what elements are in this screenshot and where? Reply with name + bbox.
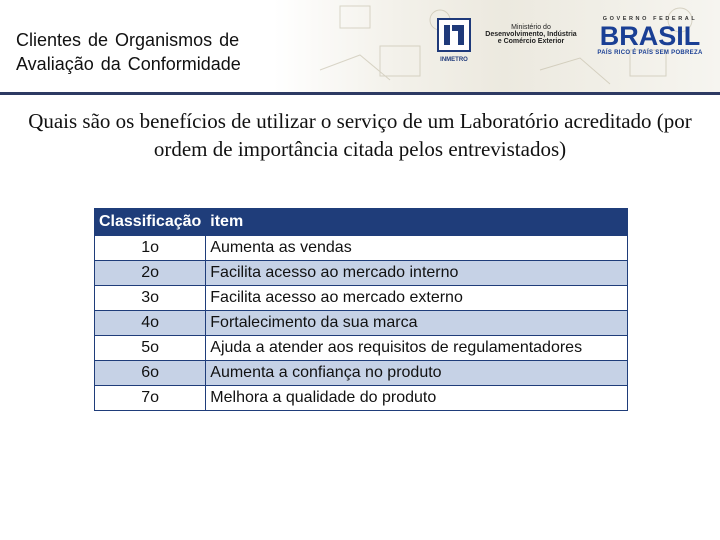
header-title-line2: Avaliação da Conformidade bbox=[16, 54, 241, 74]
rank-cell: 5o bbox=[95, 336, 206, 361]
table-row bbox=[95, 236, 628, 261]
table-row bbox=[95, 261, 628, 286]
rank-cell: 2o bbox=[95, 261, 206, 286]
header-title-line1: Clientes de Organismos de bbox=[16, 30, 240, 50]
rank-cell: 7o bbox=[95, 386, 206, 411]
ministry-line1: Ministério do bbox=[511, 24, 551, 31]
ministry-line3: e Comércio Exterior bbox=[497, 38, 565, 45]
rank-cell: 6o bbox=[95, 361, 206, 386]
table-header-row bbox=[95, 209, 628, 236]
inmetro-logo-icon bbox=[437, 18, 471, 58]
brasil-logo bbox=[592, 16, 708, 56]
column-header-item: item bbox=[206, 209, 628, 236]
brasil-word: BRASIL bbox=[599, 21, 701, 51]
table-row bbox=[95, 286, 628, 311]
table-row bbox=[95, 386, 628, 411]
item-cell: Facilita acesso ao mercado interno bbox=[206, 261, 628, 286]
rank-cell: 4o bbox=[95, 311, 206, 336]
item-cell: Fortalecimento da sua marca bbox=[206, 311, 628, 336]
column-header-rank: Classificação bbox=[95, 209, 206, 236]
question-text: Quais são os benefícios de utilizar o serviço de um Laboratório acreditado (por ordem de importância citada pelos entrevistados) bbox=[28, 109, 692, 161]
item-cell: Ajuda a atender aos requisitos de regulamentadores bbox=[206, 336, 628, 361]
table-row bbox=[95, 311, 628, 336]
brasil-top-text: GOVERNO FEDERAL bbox=[602, 16, 698, 22]
item-cell: Aumenta as vendas bbox=[206, 236, 628, 261]
inmetro-label: INMETRO bbox=[440, 57, 468, 63]
item-cell: Melhora a qualidade do produto bbox=[206, 386, 628, 411]
brasil-slogan: PAÍS RICO É PAÍS SEM POBREZA bbox=[597, 50, 703, 56]
item-cell: Aumenta a confiança no produto bbox=[206, 361, 628, 386]
ministry-logo bbox=[476, 24, 586, 45]
ministry-line2: Desenvolvimento, Indústria bbox=[485, 31, 577, 38]
header-divider bbox=[0, 92, 720, 95]
table-row bbox=[95, 336, 628, 361]
ranking-table bbox=[94, 208, 628, 411]
item-cell: Facilita acesso ao mercado externo bbox=[206, 286, 628, 311]
rank-cell: 1o bbox=[95, 236, 206, 261]
header-title bbox=[16, 28, 316, 76]
header-band bbox=[0, 0, 720, 92]
table-row bbox=[95, 361, 628, 386]
rank-cell: 3o bbox=[95, 286, 206, 311]
